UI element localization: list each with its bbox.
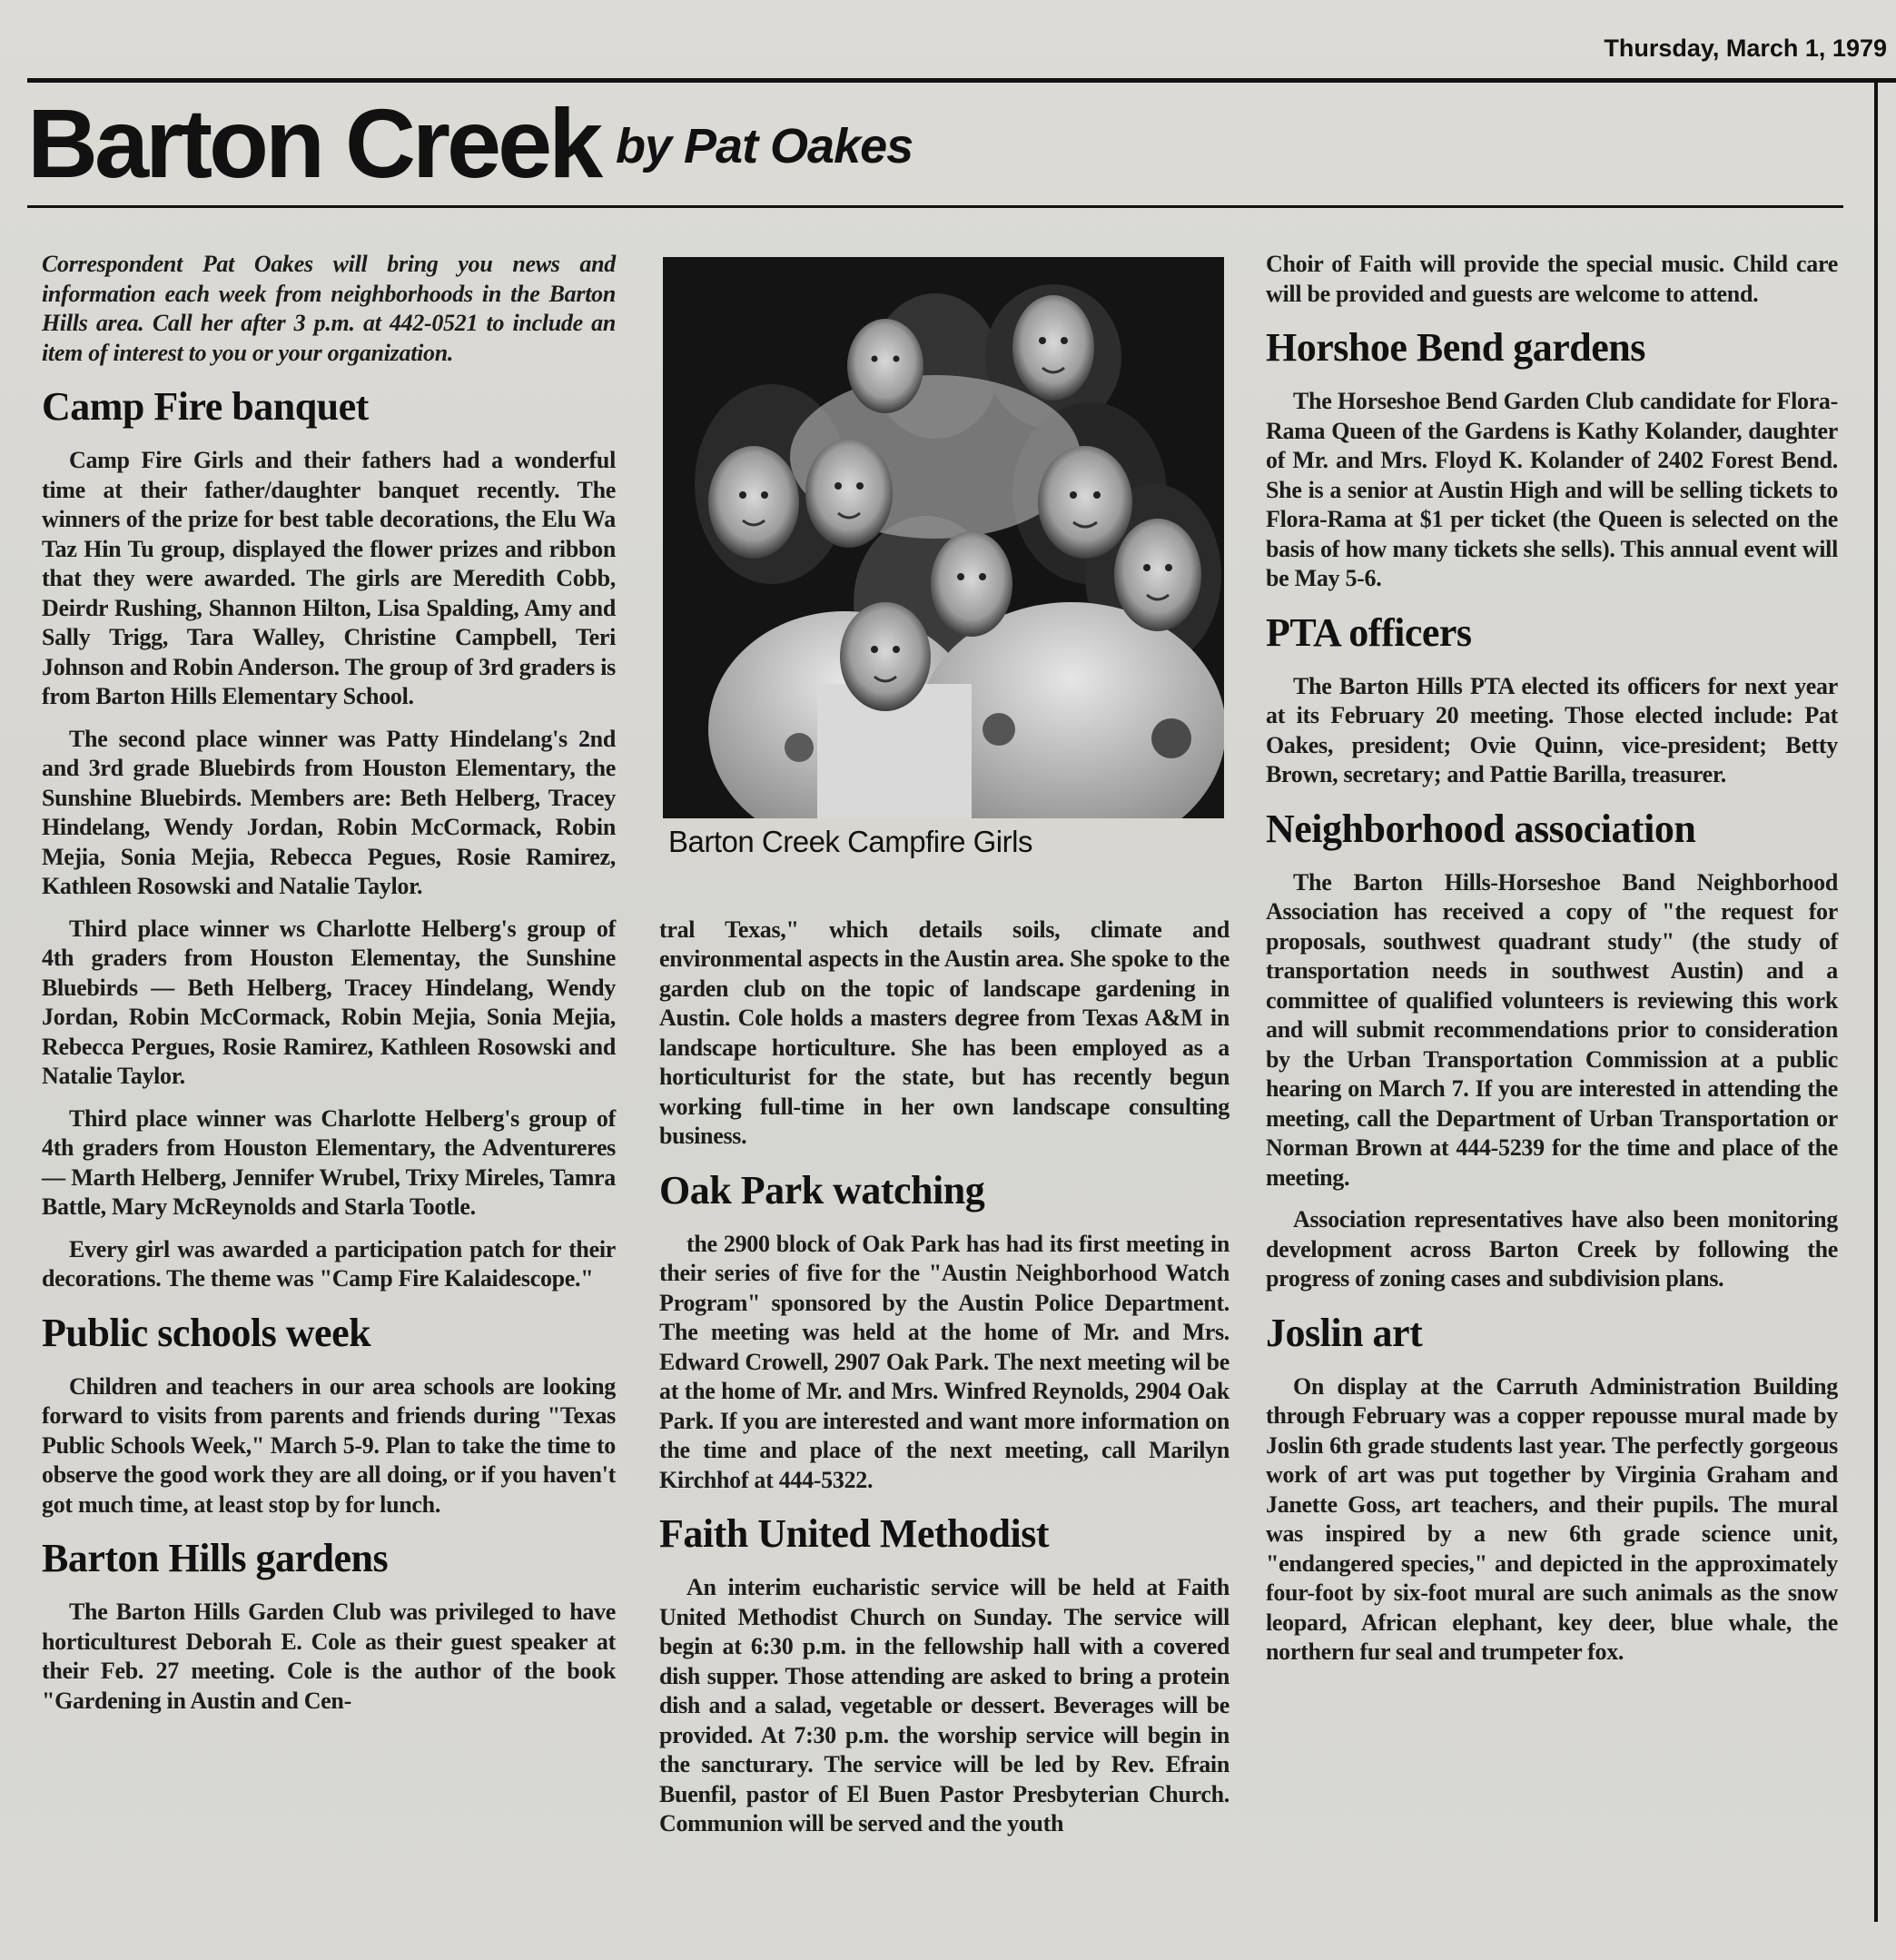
- photo-caption: Barton Creek Campfire Girls: [668, 825, 1032, 858]
- heading-barton-hills-gardens: Barton Hills gardens: [42, 1536, 389, 1580]
- camp-fire-paragraph: Every girl was awarded a participation patch for their decorations. The theme was "Camp Fire Kalaidescope.": [42, 1235, 616, 1292]
- heading-neighborhood: Neighborhood association: [1266, 806, 1696, 851]
- column-3: [1266, 250, 1838, 1680]
- faith-united-continued: Choir of Faith will provide the special music. Child care will be provided and guests are welcome to attend.: [1266, 251, 1838, 307]
- heading-joslin: Joslin art: [1266, 1310, 1423, 1355]
- faith-united-paragraph: An interim eucharistic service will be held at Faith United Methodist Church on Sunday. The service will begin at 6:30 p.m. in the fellowship hall with a covered dish supper. Those attending are asked to bring a protein dish and a salad, vegetable or dessert. Beverages will be provided. At 7:30 p.m. the worship service will begin in the sancturary. The service will be led by Rev. Efrain Buenfil, pastor of El Buen Pastor Presbyterian Church. Communion will be served and the youth: [659, 1574, 1229, 1836]
- dateline: Thursday, March 1, 1979: [1604, 35, 1887, 62]
- heading-horshoe-bend: Horshoe Bend gardens: [1266, 325, 1645, 370]
- camp-fire-paragraph: The second place winner was Patty Hindelang's 2nd and 3rd grade Bluebirds from Houston Elementary, the Sunshine Bluebirds. Members are: Beth Helberg, Tracey Hindelang, Wendy Jordan, Robin McCormack, Robin Mejia, Sonia Mejia, Rebecca Pegues, Rosie Ramirez, Kathleen Rosowski and Natalie Taylor.: [42, 725, 616, 899]
- header-rule: [27, 205, 1843, 208]
- neighborhood-paragraph: The Barton Hills-Horseshoe Band Neighborhood Association has received a copy of "the request for proposals, southwest quadrant study" (the study of transportation needs in southwest Austin) and a committee of qualified volunteers is reviewing this work and will submit recommendations prior to consideration by the Urban Transportation Commission at a public hearing on March 7. If you are interested in attending the meeting, call the Department of Urban Transportation or Norman Brown at 444-5239 for the time and place of the meeting.: [1266, 868, 1838, 1191]
- column-title: Barton Creek: [27, 88, 600, 198]
- joslin-paragraph: On display at the Carruth Administration Building through February was a copper repousse mural made by Joslin 6th grade students last year. The perfectly gorgeous work of art was put together by Virginia Graham and Janette Goss, art teachers, and their pupils. The mural was inspired by a new 6th grade science unit, "endangered species," and depicted in the approximately four-foot by six-foot mural are such animals as the snow leopard, African elephant, key deer, blue whale, the northern fur seal and trumpeter fox.: [1266, 1372, 1838, 1665]
- group-photo-image: [663, 257, 1224, 818]
- heading-pta: PTA officers: [1266, 609, 1472, 655]
- horshoe-bend-paragraph: The Horseshoe Bend Garden Club candidate for Flora-Rama Queen of the Gardens is Kathy Kolander, daughter of Mr. and Mrs. Floyd K. Kolander of 2402 Forest Bend. She is a senior at Austin High and will be selling tickets to Flora-Rama at $1 per ticket (the Queen is selected on the basis of how many tickets she sells). This annual event will be May 5-6.: [1266, 388, 1838, 591]
- intro-paragraph: Correspondent Pat Oakes will bring you news and information each week from neighborhoods in the Barton Hills area. Call her after 3 p.m. at 442-0521 to include an item of interest to you or your organization.: [42, 251, 616, 366]
- camp-fire-paragraph: Third place winner was Charlotte Helberg's group of 4th graders from Houston Elementary, the Adventureres — Marth Helberg, Jennifer Wrubel, Trixy Mireles, Tamra Battle, Mary McReynolds and Starla Tootle.: [42, 1104, 616, 1220]
- oak-park-paragraph: the 2900 block of Oak Park has had its first meeting in their series of five for the "Austin Neighborhood Watch Program" sponsored by the Austin Police Department. The meeting was held at the home of Mr. and Mrs. Edward Crowell, 2907 Oak Park. The next meeting wil be at the home of Mr. and Mrs. Winfred Reynolds, 2904 Oak Park. If you are interested and want more information on the time and place of the next meeting, call Marilyn Kirchhof at 444-5322.: [659, 1230, 1229, 1493]
- camp-fire-paragraph: Third place winner ws Charlotte Helberg's group of 4th graders from Houston Elementay, the Sunshine Bluebirds — Beth Helberg, Tracey Hindelang, Wendy Jordan, Robin McCormack, Robin Mejia, Sonia Mejia, Rebecca Pergues, Rosie Ramirez, Kathleen Rosowski and Natalie Taylor.: [42, 915, 616, 1089]
- heading-public-schools: Public schools week: [42, 1310, 371, 1355]
- barton-hills-gardens-continued: tral Texas," which details soils, climate and environmental aspects in the Austin area. She spoke to the garden club on the topic of landscape gardening in Austin. Cole holds a masters degree from Texas A&M in landscape horticulture. She has been employed as a horticulturist for the state, but has recently begun working full-time in her own landscape consulting business.: [659, 916, 1229, 1149]
- pta-paragraph: The Barton Hills PTA elected its officers for next year at its February 20 meeting. Those elected include: Pat Oakes, president; Ovie Quinn, vice-president; Betty Brown, secretary; and Pattie Barilla, treasurer.: [1266, 672, 1838, 787]
- neighborhood-paragraph: Association representatives have also been monitoring development across Barton Creek by following the progress of zoning cases and subdivision plans.: [1266, 1206, 1838, 1292]
- column-1: [42, 250, 616, 1728]
- barton-hills-gardens-paragraph: The Barton Hills Garden Club was privileged to have horticulturest Deborah E. Cole as their guest speaker at their Feb. 27 meeting. Cole is the author of the book "Gardening in Austin and Cen-: [42, 1599, 616, 1714]
- top-rule: [27, 78, 1896, 83]
- heading-oak-park: Oak Park watching: [659, 1167, 985, 1213]
- column-2: [659, 250, 1229, 1852]
- heading-faith-united: Faith United Methodist: [659, 1511, 1049, 1556]
- campfire-girls-photo: [663, 257, 1224, 818]
- heading-camp-fire: Camp Fire banquet: [42, 384, 369, 429]
- right-border-rule: [1874, 78, 1878, 1922]
- byline: by Pat Oakes: [616, 119, 913, 173]
- camp-fire-paragraph: Camp Fire Girls and their fathers had a wonderful time at their father/daughter banquet recently. The winners of the prize for best table decorations, the Elu Wa Taz Hin Tu group, displayed the flower prizes and ribbon that they were awarded. The girls are Meredith Cobb, Deirdr Rushing, Shannon Hilton, Lisa Spalding, Amy and Sally Trigg, Tara Walley, Christine Campbell, Teri Johnson and Robin Anderson. The group of 3rd graders is from Barton Hills Elementary School.: [42, 447, 616, 709]
- public-schools-paragraph: Children and teachers in our area schools are looking forward to visits from parents and friends during "Texas Public Schools Week," March 5-9. Plan to take the time to observe the good work they are all doing, or if you haven't got much time, at least stop by for lunch.: [42, 1372, 616, 1518]
